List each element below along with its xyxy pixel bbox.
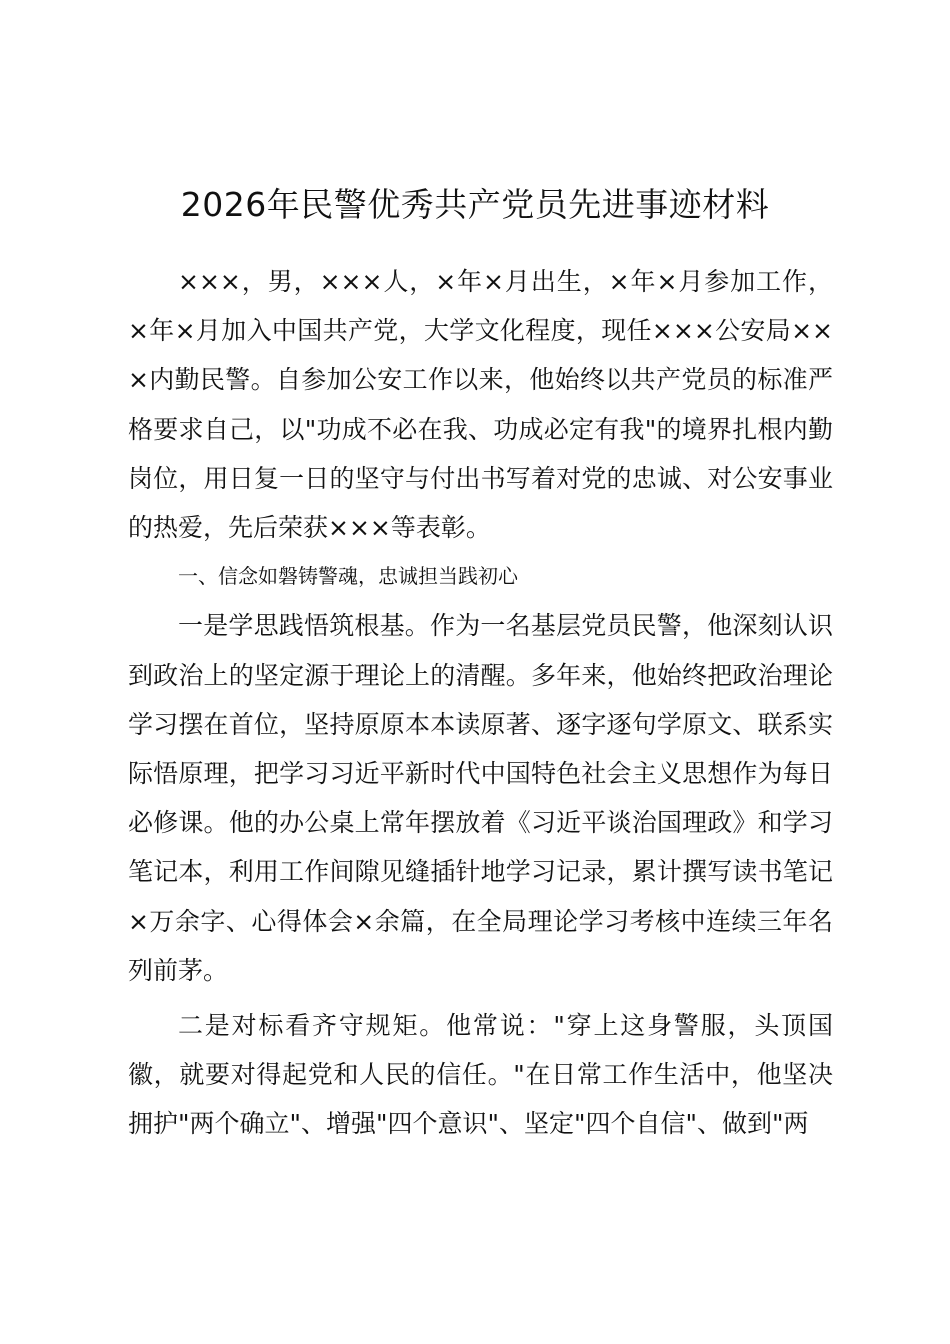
document-body xyxy=(128,257,833,1149)
paragraph-2: 二是对标看齐守规矩。他常说："穿上这身警服，头顶国徽，就要对得起党和人民的信任。"在日常工作生活中，他坚决拥护"两个确立"、增强"四个意识"、坚定"四个自信"、做到"两 xyxy=(128,1011,833,1139)
intro-paragraph: ×××，男，×××人，×年×月出生，×年×月参加工作，×年×月加入中国共产党，大学文化程度，现任×××公安局×××内勤民警。自参加公安工作以来，他始终以共产党员的标准严格要求自己，以"功成不必在我、功成必定有我"的境界扎根内勤岗位，用日复一日的坚守与付出书写着对党的忠诚、对公安事业的热爱，先后荣获×××等表彰。 xyxy=(128,267,833,543)
section-heading: 一、信念如磐铸警魂，忠诚担当践初心 xyxy=(178,564,518,589)
document-title: 2026年民警优秀共产党员先进事迹材料 xyxy=(180,185,770,224)
paragraph-1: 一是学思践悟筑根基。作为一名基层党员民警，他深刻认识到政治上的坚定源于理论上的清醒。多年来，他始终把政治理论学习摆在首位，坚持原原本本读原著、逐字逐句学原文、联系实际悟原理，把学习习近平新时代中国特色社会主义思想作为每日必修课。他的办公桌上常年摆放着《习近平谈治国理政》和学习笔记本，利用工作间隙见缝插针地学习记录，累计撰写读书笔记×万余字、心得体会×余篇，在全局理论学习考核中连续三年名列前茅。 xyxy=(128,611,833,985)
